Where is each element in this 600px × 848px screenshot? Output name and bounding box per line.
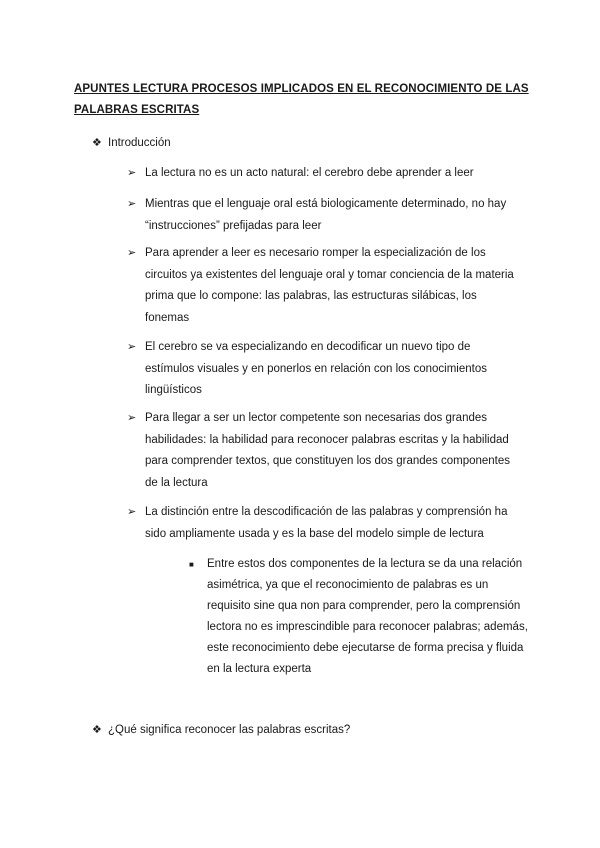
document-title: APUNTES LECTURA PROCESOS IMPLICADOS EN EL RECONOCIMIENTO DE LAS PALABRAS ESCRITAS: [74, 83, 529, 116]
sub-list-item-text: Entre estos dos componentes de la lectura se da una relación asimétrica, ya que el reconocimiento de palabras es un requisito sine qua non para comprender, pero la comprensión lectora no es imprescindible para reconocer palabras; además, este reconocimiento debe ejecutarse de forma precisa y fluida en la lectura experta: [207, 558, 528, 675]
arrow-bullet-icon: ➢: [127, 341, 137, 353]
section-que-significa: [92, 720, 350, 740]
section-heading: ¿Qué significa reconocer las palabras escritas?: [108, 724, 351, 736]
list-item: [127, 163, 522, 185]
list-item-text: El cerebro se va especializando en decodificar un nuevo tipo de estímulos visuales y en ponerlos en relación con los conocimientos lingüísticos: [145, 341, 487, 396]
list-item-text: La lectura no es un acto natural: el cerebro debe aprender a leer: [145, 167, 474, 179]
list-item: [127, 337, 522, 402]
diamond-bullet-icon: ❖: [92, 724, 102, 736]
sub-list-item: [189, 554, 529, 680]
arrow-bullet-icon: ➢: [127, 167, 137, 179]
arrow-bullet-icon: ➢: [127, 506, 137, 518]
list-item: [127, 243, 522, 329]
list-item: [127, 408, 522, 494]
diamond-bullet-icon: ❖: [92, 137, 102, 149]
list-item: [127, 502, 522, 545]
arrow-bullet-icon: ➢: [127, 412, 137, 424]
list-item-text: La distinción entre la descodificación de las palabras y comprensión ha sido ampliamente usada y es la base del modelo simple de lectura: [145, 506, 508, 540]
arrow-bullet-icon: ➢: [127, 247, 137, 259]
list-item-text: Para aprender a leer es necesario romper la especialización de los circuitos ya existentes del lenguaje oral y tomar conciencia de la materia prima que lo compone: las palabras, las estructuras silábicas, los fonemas: [145, 247, 514, 324]
list-item: [127, 194, 522, 237]
list-item-text: Mientras que el lenguaje oral está biologicamente determinado, no hay “instrucciones” prefijadas para leer: [145, 198, 507, 232]
square-bullet-icon: ■: [189, 560, 194, 569]
arrow-bullet-icon: ➢: [127, 198, 137, 210]
section-introduccion: [92, 133, 171, 153]
list-item-text: Para llegar a ser un lector competente son necesarias dos grandes habilidades: la habilidad para reconocer palabras escritas y la habilidad para comprender textos, que constituyen los dos grandes componentes de la lectura: [145, 412, 511, 489]
section-heading: Introducción: [108, 137, 171, 149]
